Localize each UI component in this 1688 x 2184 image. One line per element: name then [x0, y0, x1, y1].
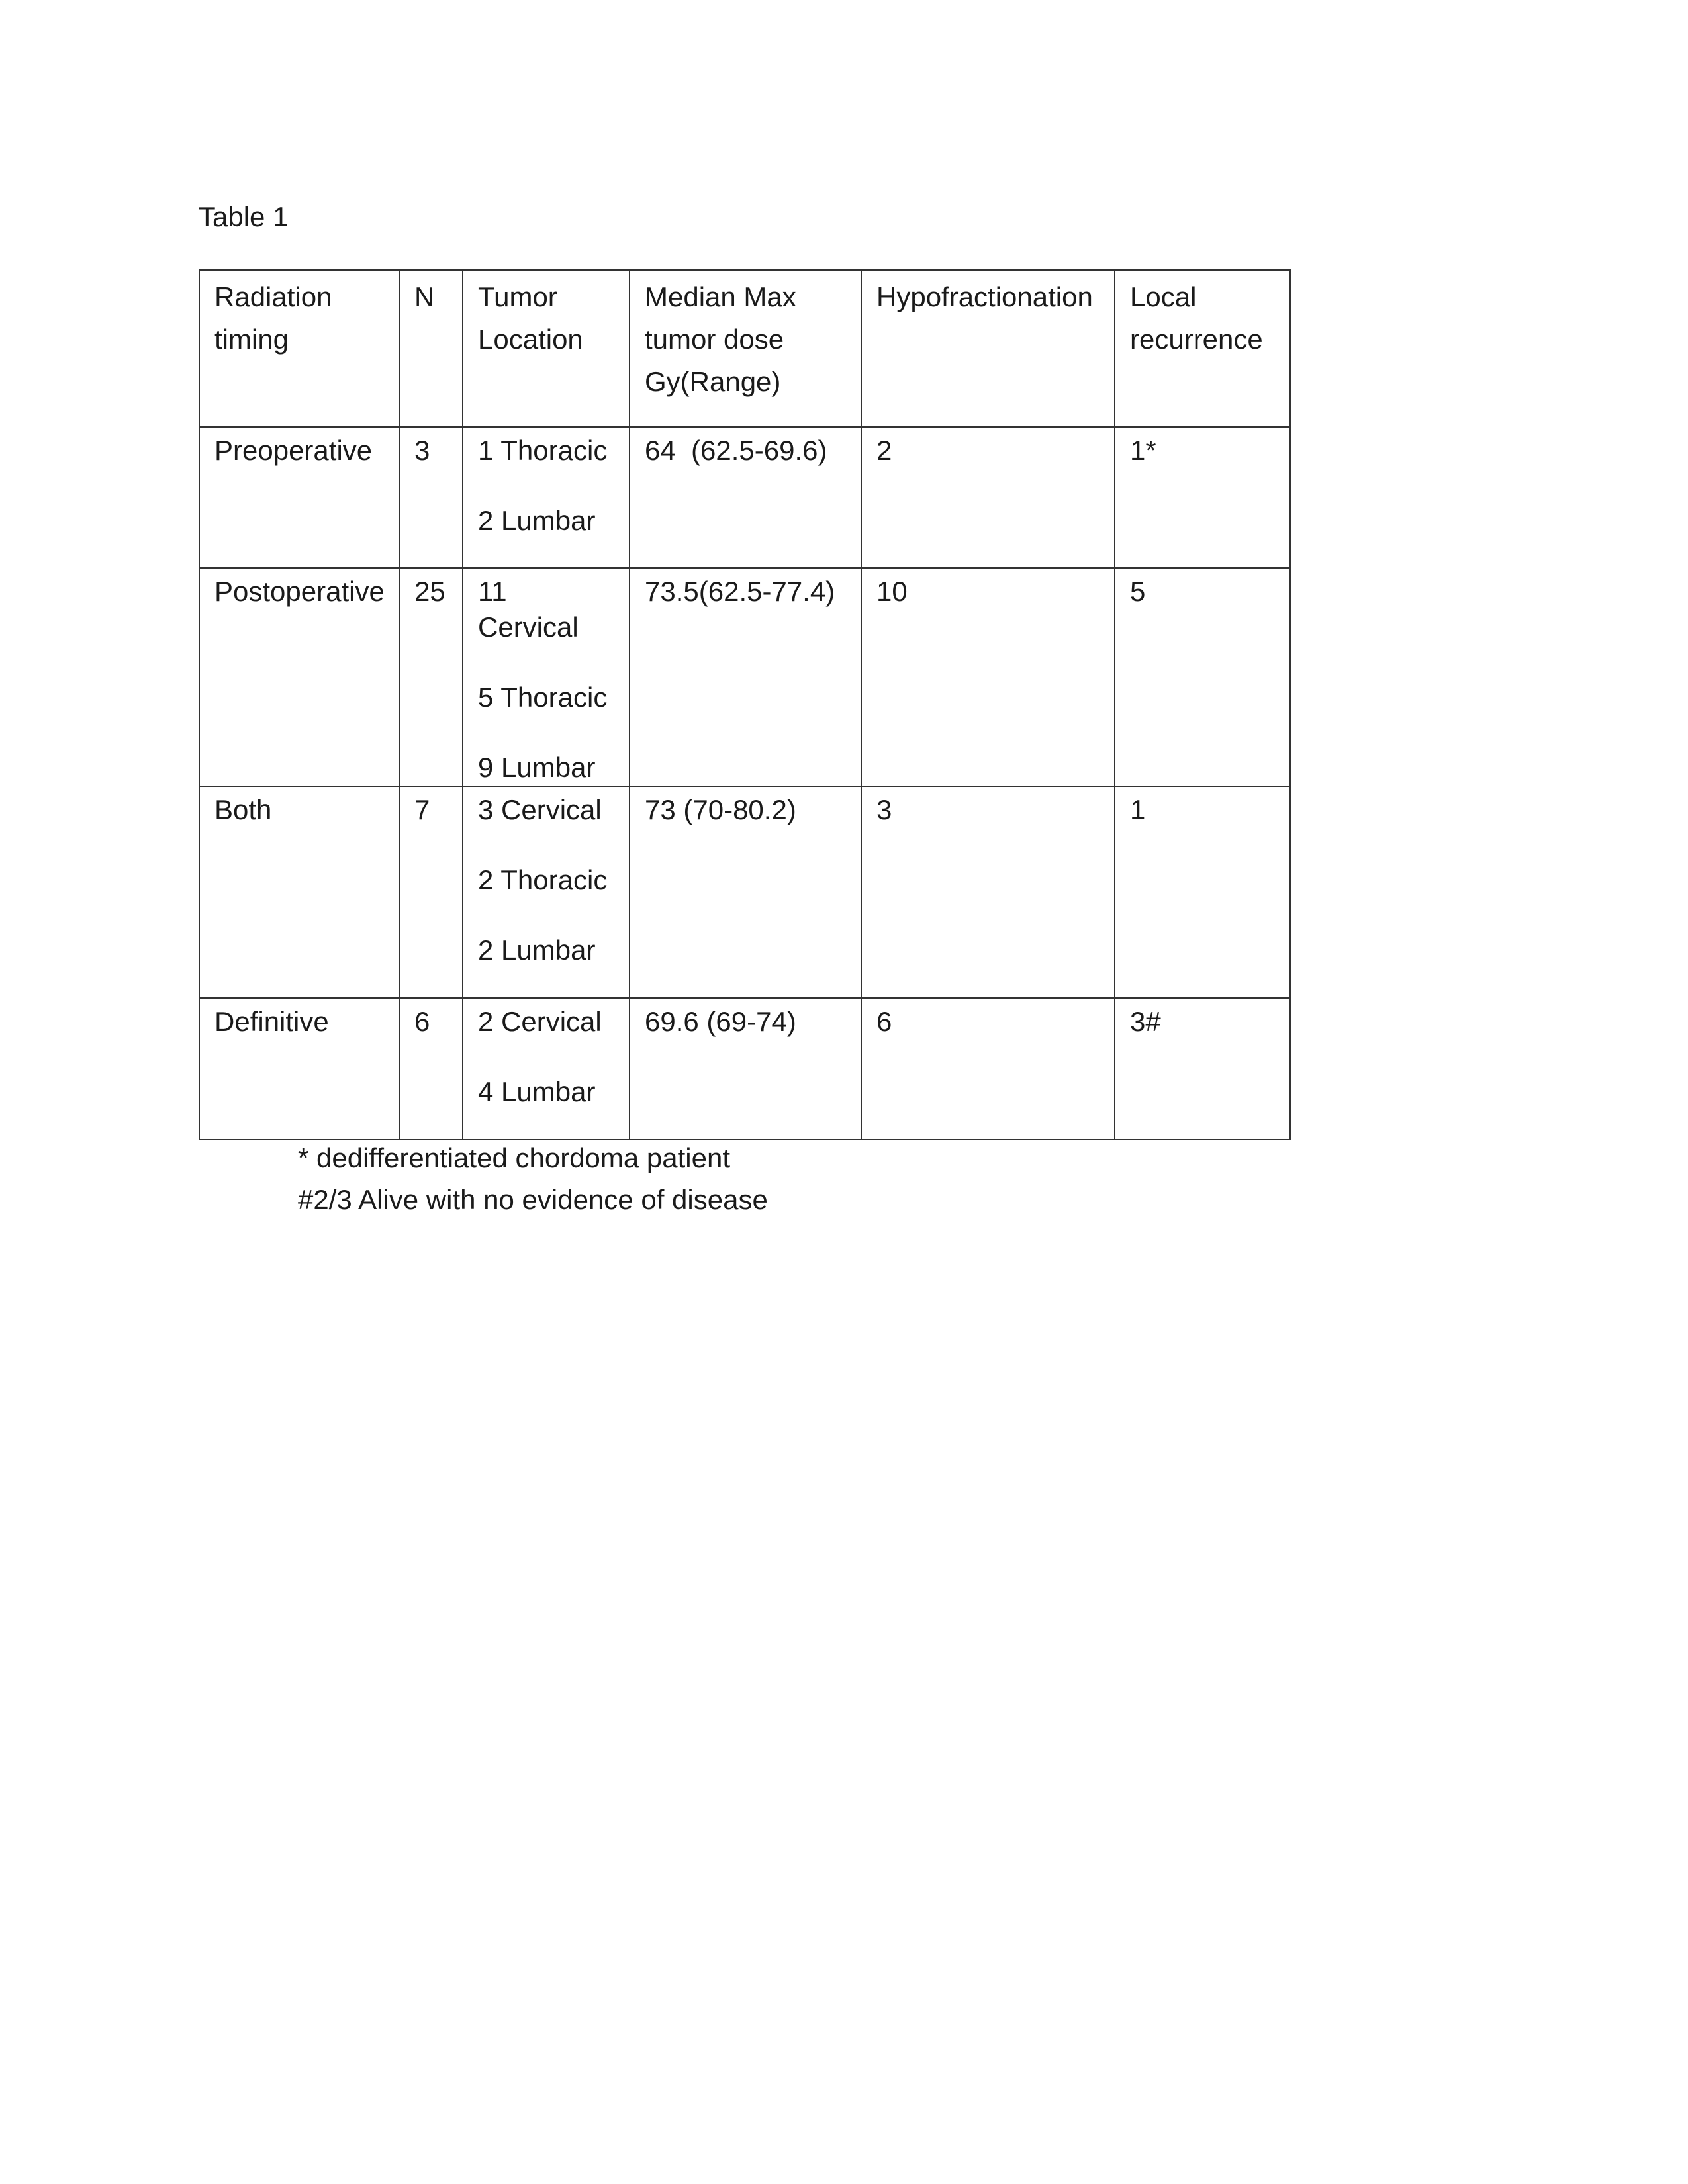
cell-dose: 73.5(62.5-77.4) [630, 568, 861, 786]
location-entry: 2 Lumbar [478, 934, 596, 966]
cell-dose: 73 (70-80.2) [630, 786, 861, 998]
cell-recurrence: 1 [1115, 786, 1290, 998]
cell-n: 25 [399, 568, 463, 786]
table-caption: Table 1 [199, 201, 289, 232]
cell-dose: 69.6 (69-74) [630, 998, 861, 1140]
location-entry: 3 Cervical [478, 794, 602, 825]
footnote-hash: #2/3 Alive with no evidence of disease [298, 1184, 768, 1215]
cell-n: 6 [399, 998, 463, 1140]
cell-timing: Preoperative [199, 427, 399, 568]
cell-recurrence: 3# [1115, 998, 1290, 1140]
cell-recurrence: 1* [1115, 427, 1290, 568]
header-tumor-location: Tumor Location [463, 270, 630, 427]
header-hypofractionation: Hypofractionation [861, 270, 1115, 427]
cell-dose: 64 (62.5-69.6) [630, 427, 861, 568]
cell-recurrence: 5 [1115, 568, 1290, 786]
cell-n: 3 [399, 427, 463, 568]
table-footnotes [298, 1137, 768, 1220]
table-row [199, 427, 1290, 568]
header-median-max-dose: Median Max tumor dose Gy(Range) [630, 270, 861, 427]
results-table [199, 269, 1291, 1140]
header-n: N [399, 270, 463, 427]
location-entry: 2 Cervical [478, 1006, 602, 1037]
table-row [199, 786, 1290, 998]
header-radiation-timing: Radiation timing [199, 270, 399, 427]
location-entry: 11 Cervical [478, 576, 579, 643]
table-row [199, 568, 1290, 786]
cell-hypofractionation: 2 [861, 427, 1115, 568]
cell-hypofractionation: 3 [861, 786, 1115, 998]
cell-timing: Definitive [199, 998, 399, 1140]
location-entry: 2 Lumbar [478, 505, 596, 536]
cell-timing: Postoperative [199, 568, 399, 786]
cell-n: 7 [399, 786, 463, 998]
cell-location [463, 427, 630, 568]
location-entry: 5 Thoracic [478, 682, 608, 713]
cell-location [463, 786, 630, 998]
location-entry: 9 Lumbar [478, 752, 596, 783]
cell-location [463, 998, 630, 1140]
location-entry: 4 Lumbar [478, 1076, 596, 1107]
location-entry: 2 Thoracic [478, 864, 608, 895]
cell-hypofractionation: 6 [861, 998, 1115, 1140]
cell-location [463, 568, 630, 786]
cell-timing: Both [199, 786, 399, 998]
footnote-asterisk: * dedifferentiated chordoma patient [298, 1142, 731, 1173]
header-local-recurrence: Local recurrence [1115, 270, 1290, 427]
location-entry: 1 Thoracic [478, 435, 608, 466]
table-row [199, 998, 1290, 1140]
cell-hypofractionation: 10 [861, 568, 1115, 786]
table-header-row [199, 270, 1290, 427]
